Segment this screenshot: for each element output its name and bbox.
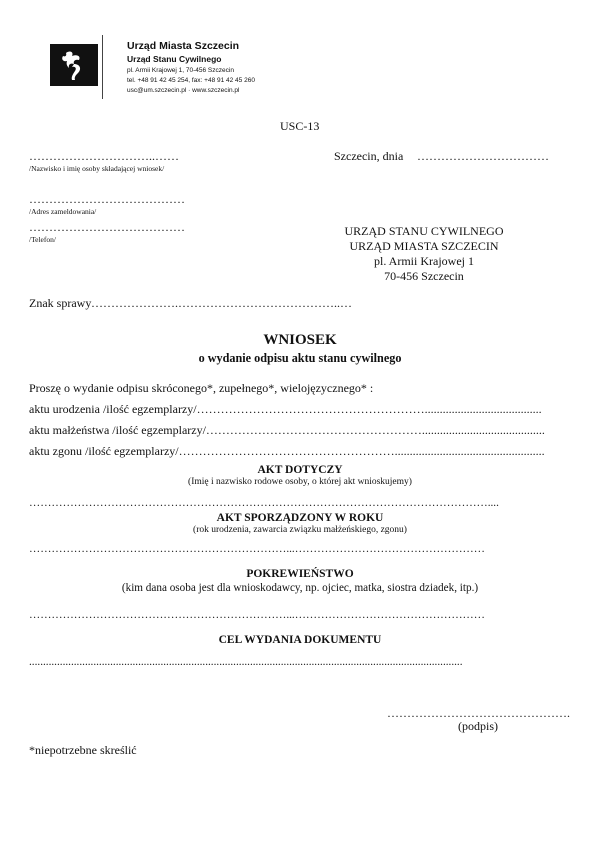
applicant-phone-field[interactable]: ………………………………… [29, 220, 185, 234]
act-concerns-title: AKT DOTYCZY [257, 464, 343, 476]
applicant-address-label: /Adres zameldowania/ [29, 207, 97, 216]
form-subtitle: o wydanie odpisu aktu stanu cywilnego [198, 351, 402, 365]
city-logo [50, 44, 98, 86]
recipient-line: URZĄD MIASTA SZCZECIN [349, 239, 499, 253]
purpose-title: CEL WYDANIA DOKUMENTU [218, 634, 382, 646]
case-ref-text: Znak sprawy [29, 296, 92, 310]
recipient-block [340, 224, 508, 284]
birth-copies-field[interactable]: aktu urodzenia /ilość egzemplarzy/…………………………………………………....................................... [29, 402, 542, 416]
kinship-hint: (kim dana osoba jest dla wnioskodawcy, np. ojciec, matka, siostra dziadek, itp.) [121, 582, 479, 594]
form-code: USC-13 [280, 119, 320, 133]
place-date-label: Szczecin, dnia [334, 149, 404, 163]
act-year-hint: (rok urodzenia, zawarcia związku małżeńskiego, zgonu) [193, 525, 407, 535]
org-email: usc@um.szczecin.pl · www.szczecin.pl [127, 87, 240, 94]
case-ref-label [29, 296, 91, 311]
applicant-phone-label: /Telefon/ [29, 235, 56, 244]
signature-label: (podpis) [458, 719, 498, 733]
org-address: pl. Armii Krajowej 1, 70-456 Szczecin [127, 67, 234, 74]
recipient-line: pl. Armii Krajowej 1 [374, 254, 474, 268]
date-field[interactable]: …………………………… [417, 149, 549, 163]
footnote: *niepotrzebne skreślić [29, 743, 137, 757]
dept-name: Urząd Stanu Cywilnego [127, 54, 222, 64]
marriage-copies-field[interactable]: aktu małżeństwa /ilość egzemplarzy/………………………………………………......................................... [29, 423, 545, 437]
recipient-line: URZĄD STANU CYWILNEGO [344, 224, 504, 238]
death-copies-field[interactable]: aktu zgonu /ilość egzemplarzy/……………………………………………….................................................. [29, 444, 545, 458]
recipient-line: 70-456 Szczecin [384, 269, 464, 283]
griffin-logo-icon [50, 44, 98, 86]
form-title: WNIOSEK [263, 332, 337, 348]
purpose-field[interactable]: ........................................................................................................................................................... [29, 656, 463, 668]
act-concerns-hint: (Imię i nazwisko rodowe osoby, o której akt wnioskujemy) [188, 477, 412, 487]
org-name: Urząd Miasta Szczecin [127, 40, 240, 52]
applicant-address-field[interactable]: ………………………………… [29, 192, 185, 206]
kinship-title: POKREWIEŃSTWO [246, 568, 354, 580]
act-year-field[interactable]: ……………………………………………………………...…………………………………………… [29, 543, 485, 555]
applicant-name-field[interactable]: …………………………..…… [29, 149, 179, 163]
kinship-field[interactable]: ……………………………………………………………...…………………………………………… [29, 609, 485, 621]
header-divider [102, 35, 103, 99]
org-phone: tel. +48 91 42 45 254, fax: +48 91 42 45 260 [127, 77, 255, 84]
act-concerns-field[interactable]: …………………………………………………………………………………………………………….... [29, 497, 499, 509]
signature-field[interactable]: ………………………………………. [387, 706, 570, 720]
request-intro: Proszę o wydanie odpisu skróconego*, zupełnego*, wielojęzycznego* : [29, 381, 374, 395]
act-year-title: AKT SPORZĄDZONY W ROKU [216, 512, 384, 524]
applicant-name-label: /Nazwisko i imię osoby składającej wniosek/ [29, 164, 165, 173]
case-ref-field[interactable]: ………………….…………………………………..… [91, 296, 352, 310]
